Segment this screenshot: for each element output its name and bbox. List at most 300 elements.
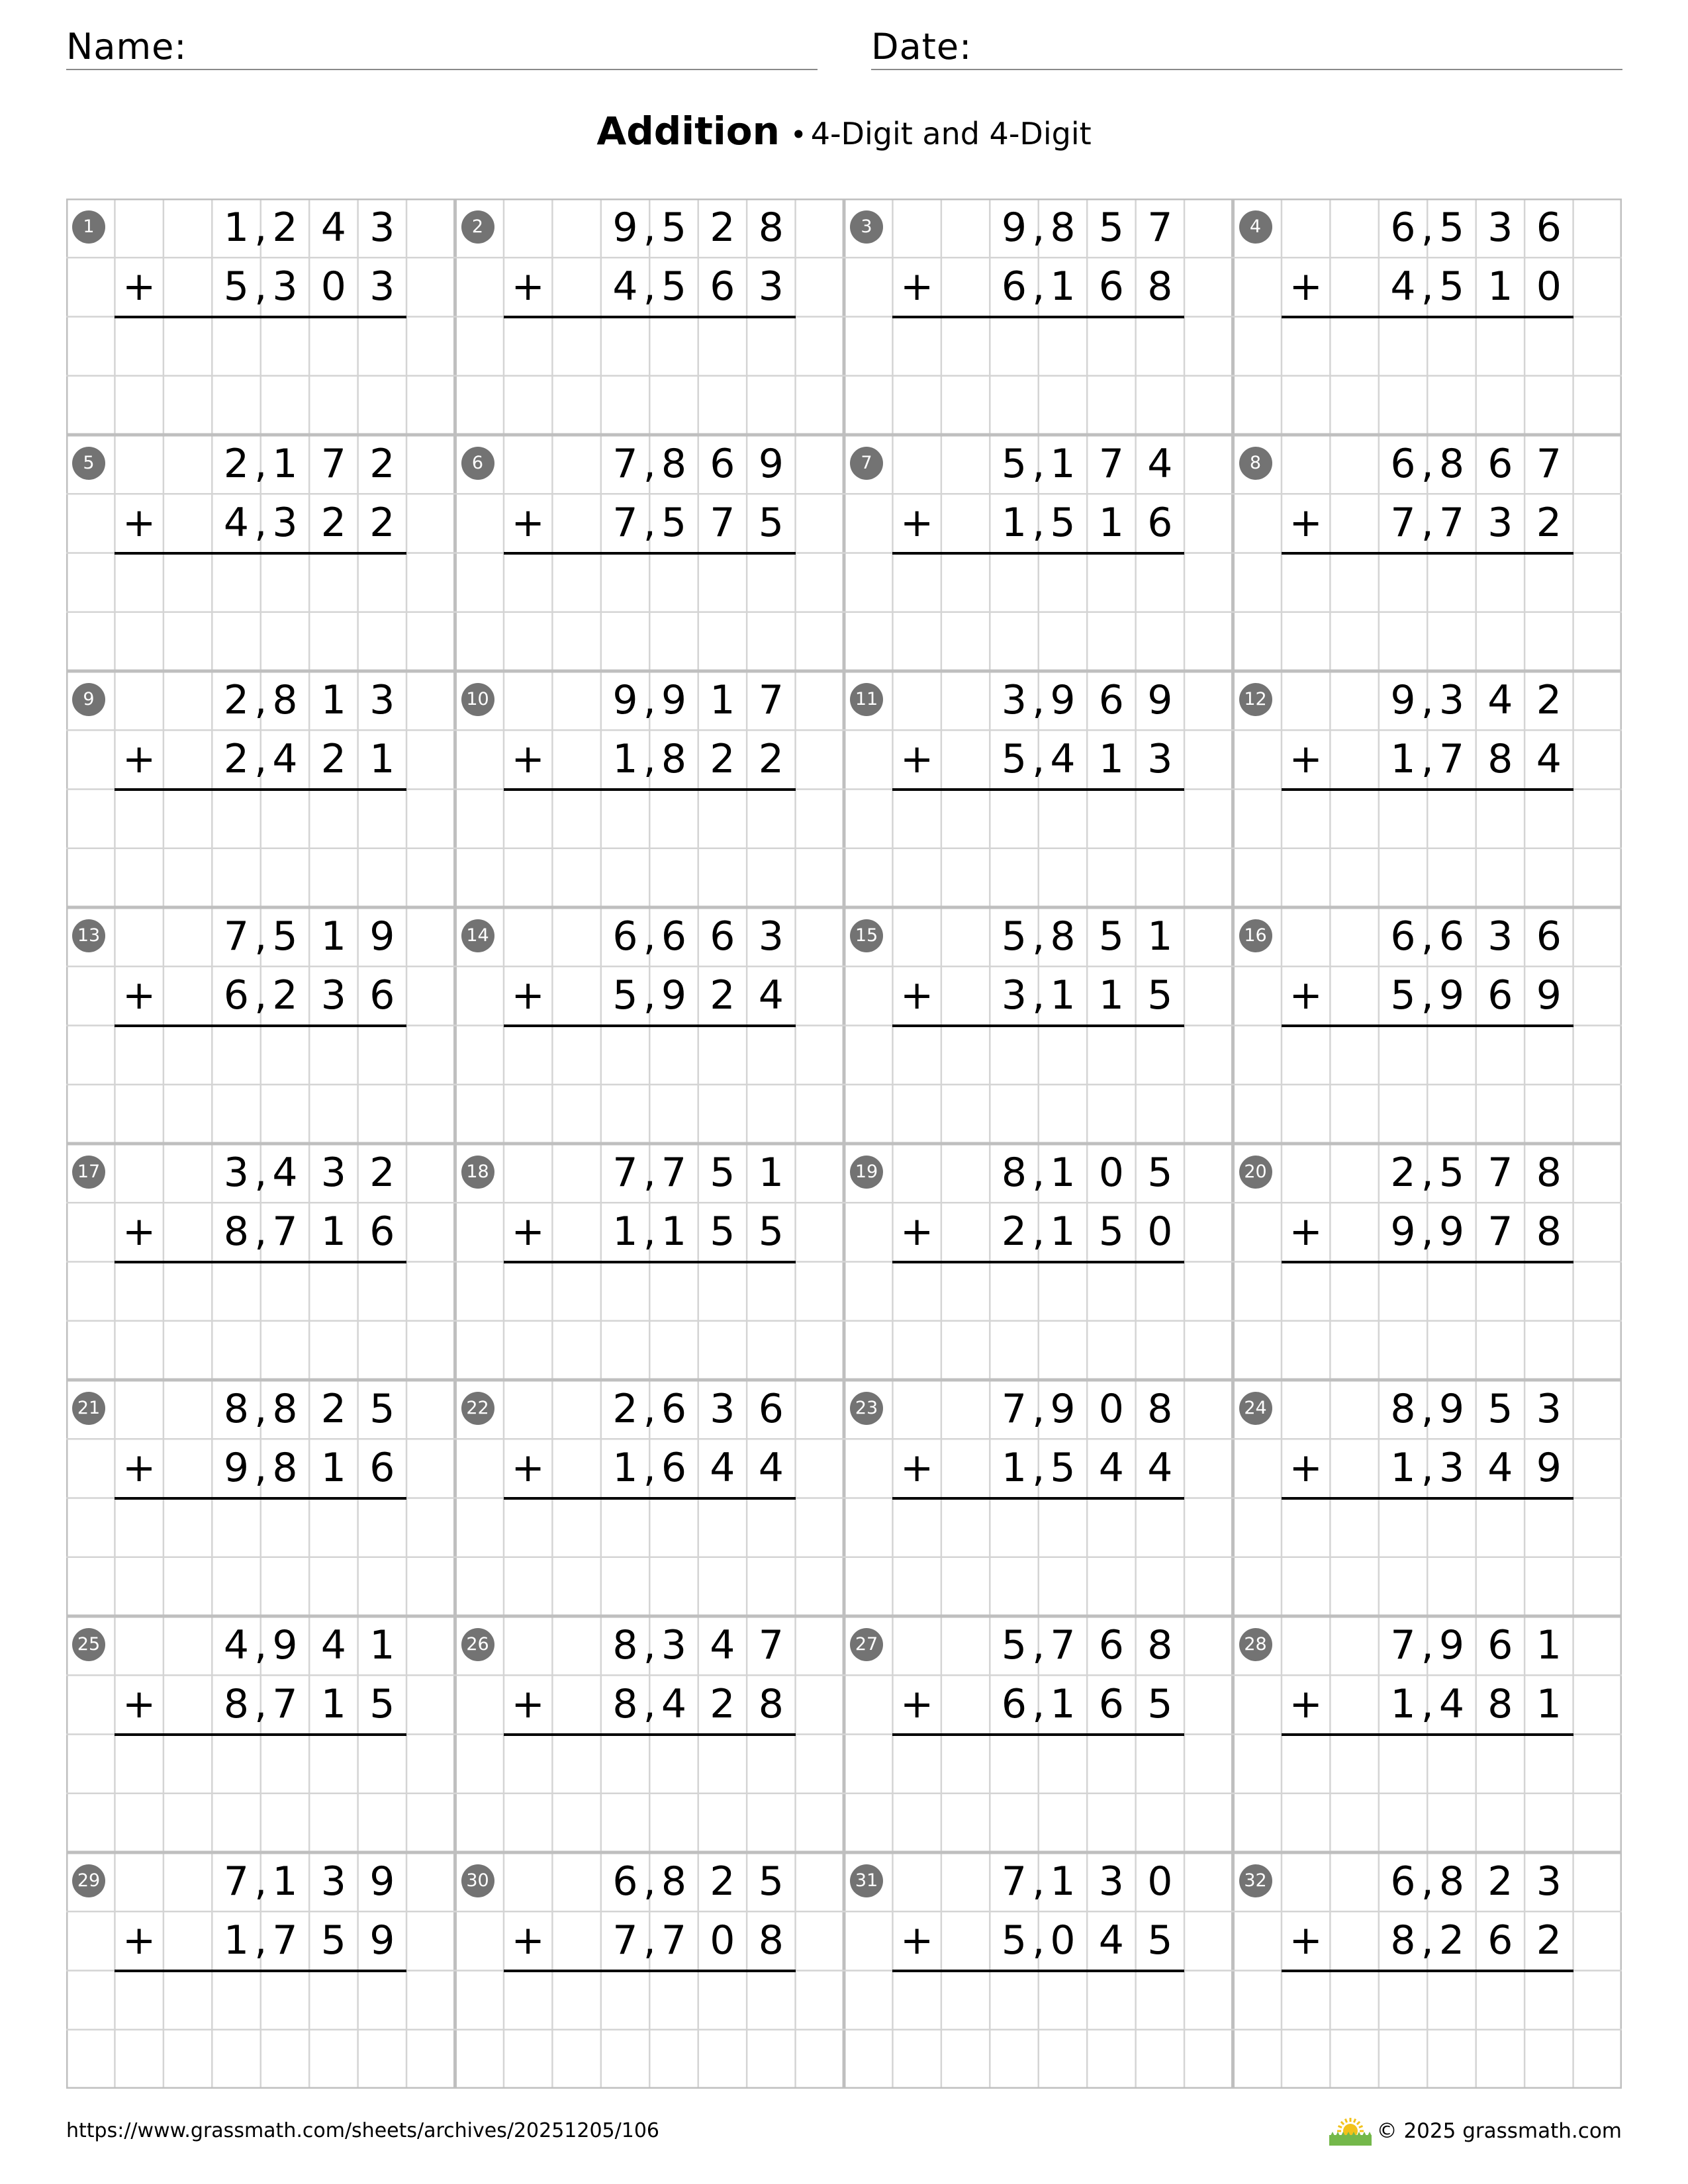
problem-number-badge: 25 [72, 1628, 105, 1661]
problem-17 [66, 1144, 455, 1380]
addend-bottom-digit: 6 [223, 972, 250, 1019]
addend-bottom-digit: 1 [1390, 736, 1416, 783]
name-line [66, 69, 818, 70]
addend-top-digit: 8 [1001, 1150, 1027, 1196]
addend-top-digit: 3 [1487, 913, 1513, 960]
problem-number-badge: 29 [72, 1864, 105, 1897]
addend-bottom-digit: 5 [710, 1208, 735, 1255]
addend-bottom-digit: 4 [1487, 1445, 1513, 1492]
thousands-separator: , [1032, 1917, 1045, 1964]
addend-top-digit: 9 [612, 205, 638, 251]
plus-sign: + [122, 1681, 156, 1728]
addend-top-digit: 1 [1147, 913, 1173, 960]
thousands-separator: , [254, 263, 267, 310]
addend-bottom-digit: 9 [1536, 972, 1562, 1019]
thousands-separator: , [254, 1208, 267, 1255]
answer-space[interactable] [115, 1262, 406, 1381]
addend-top-digit: 2 [223, 677, 250, 723]
addend-top-digit: 7 [223, 913, 250, 960]
addend-top-digit: 1 [758, 1150, 784, 1196]
name-field[interactable] [66, 24, 818, 70]
plus-sign: + [900, 736, 934, 783]
addend-bottom-digit: 5 [758, 1208, 784, 1255]
addend-top-digit: 5 [1001, 913, 1027, 960]
addend-top-digit: 6 [1390, 441, 1416, 487]
thousands-separator: , [643, 1681, 656, 1728]
addend-top-digit: 1 [369, 1622, 395, 1668]
answer-space[interactable] [504, 317, 796, 435]
addend-top-digit: 2 [1390, 1150, 1416, 1196]
addend-top-digit: 8 [1390, 1386, 1416, 1432]
answer-space[interactable] [1282, 1262, 1573, 1381]
thousands-separator: , [643, 1858, 656, 1905]
addend-top-digit: 7 [1536, 441, 1562, 487]
date-field[interactable] [871, 24, 1622, 70]
addend-top-digit: 6 [758, 1386, 784, 1432]
title-subtitle: 4-Digit and 4-Digit [810, 116, 1092, 152]
addend-top-digit: 5 [1438, 1150, 1465, 1196]
addend-top-digit: 6 [1390, 1858, 1416, 1905]
addend-top-digit: 7 [1147, 205, 1173, 251]
addend-bottom-digit: 0 [710, 1917, 735, 1964]
thousands-separator: , [643, 263, 656, 310]
answer-space[interactable] [115, 1971, 406, 2089]
answer-space[interactable] [504, 1735, 796, 1853]
thousands-separator: , [254, 441, 267, 487]
plus-sign: + [511, 972, 545, 1019]
problem-number-badge: 3 [850, 210, 883, 244]
addend-bottom-digit: 5 [1390, 972, 1416, 1019]
plus-sign: + [900, 1208, 934, 1255]
plus-sign: + [122, 972, 156, 1019]
thousands-separator: , [643, 1445, 656, 1492]
answer-space[interactable] [115, 553, 406, 672]
problem-26 [455, 1616, 845, 1852]
addend-top-digit: 8 [661, 441, 687, 487]
addend-bottom-digit: 4 [612, 263, 638, 310]
addend-bottom-digit: 2 [710, 972, 735, 1019]
answer-space[interactable] [892, 1262, 1184, 1381]
answer-space[interactable] [892, 1498, 1184, 1617]
addend-top-digit: 6 [1487, 1622, 1513, 1668]
addend-bottom-digit: 1 [1050, 1208, 1076, 1255]
answer-space[interactable] [504, 1262, 796, 1381]
addend-top-digit: 2 [612, 1386, 638, 1432]
problem-16 [1233, 907, 1622, 1144]
addend-bottom-digit: 4 [661, 1681, 687, 1728]
addend-top-digit: 0 [1098, 1386, 1124, 1432]
thousands-separator: , [254, 1386, 267, 1432]
addend-bottom-digit: 6 [1098, 1681, 1124, 1728]
addend-top-digit: 4 [320, 205, 346, 251]
addend-top-digit: 6 [1438, 913, 1465, 960]
plus-sign: + [900, 263, 934, 310]
problem-27 [844, 1616, 1233, 1852]
answer-space[interactable] [504, 1026, 796, 1144]
addend-top-digit: 6 [710, 913, 735, 960]
addend-bottom-digit: 1 [1390, 1681, 1416, 1728]
addend-bottom-digit: 1 [612, 736, 638, 783]
addend-top-digit: 9 [1390, 677, 1416, 723]
addend-bottom-digit: 2 [272, 972, 298, 1019]
answer-space[interactable] [504, 1971, 796, 2089]
thousands-separator: , [1032, 736, 1045, 783]
addend-top-digit: 2 [223, 441, 250, 487]
addend-top-digit: 1 [1050, 1858, 1076, 1905]
addend-bottom-digit: 5 [1098, 1208, 1124, 1255]
answer-space[interactable] [115, 790, 406, 908]
plus-sign: + [122, 736, 156, 783]
addend-bottom-digit: 9 [1438, 972, 1465, 1019]
addend-top-digit: 4 [1147, 441, 1173, 487]
addend-top-digit: 3 [320, 1150, 346, 1196]
addend-top-digit: 9 [369, 913, 395, 960]
date-label: Date: [871, 26, 972, 68]
addend-bottom-digit: 9 [1438, 1208, 1465, 1255]
problem-grid [66, 199, 1622, 2089]
addend-bottom-digit: 4 [1098, 1917, 1124, 1964]
answer-space[interactable] [115, 1498, 406, 1617]
addend-top-digit: 7 [661, 1150, 687, 1196]
grass-blade [1336, 2132, 1340, 2136]
problem-32 [1233, 1852, 1622, 2089]
problem-number-badge: 31 [850, 1864, 883, 1897]
problem-14 [455, 907, 845, 1144]
addend-bottom-digit: 1 [661, 1208, 687, 1255]
problem-number-badge: 1 [72, 210, 105, 244]
addend-bottom-digit: 2 [1536, 1917, 1562, 1964]
problem-number-badge: 21 [72, 1392, 105, 1425]
answer-space[interactable] [504, 553, 796, 672]
addend-bottom-digit: 2 [320, 500, 346, 547]
thousands-separator: , [254, 1622, 267, 1668]
problem-number-badge: 2 [461, 210, 494, 244]
addend-bottom-digit: 2 [710, 1681, 735, 1728]
answer-space[interactable] [1282, 1735, 1573, 1853]
plus-sign: + [1289, 1445, 1323, 1492]
thousands-separator: , [643, 441, 656, 487]
thousands-separator: , [1032, 1150, 1045, 1196]
addend-top-digit: 3 [1536, 1858, 1562, 1905]
thousands-separator: , [1421, 1445, 1434, 1492]
answer-space[interactable] [892, 790, 1184, 908]
addend-top-digit: 5 [1001, 441, 1027, 487]
thousands-separator: , [1032, 1622, 1045, 1668]
plus-sign: + [511, 736, 545, 783]
addend-bottom-digit: 8 [661, 736, 687, 783]
addend-bottom-digit: 6 [1487, 972, 1513, 1019]
addend-top-digit: 6 [612, 1858, 638, 1905]
addend-bottom-digit: 0 [1050, 1917, 1076, 1964]
answer-space[interactable] [115, 1026, 406, 1144]
addend-top-digit: 8 [758, 205, 784, 251]
addend-bottom-digit: 5 [1050, 500, 1076, 547]
plus-sign: + [122, 500, 156, 547]
problem-8 [1233, 435, 1622, 671]
addend-top-digit: 9 [612, 677, 638, 723]
addend-bottom-digit: 2 [1438, 1917, 1465, 1964]
addend-bottom-digit: 1 [320, 1208, 346, 1255]
problem-number-badge: 23 [850, 1392, 883, 1425]
addend-top-digit: 6 [612, 913, 638, 960]
thousands-separator: , [254, 972, 267, 1019]
addend-top-digit: 7 [1098, 441, 1124, 487]
answer-space[interactable] [892, 1735, 1184, 1853]
addend-bottom-digit: 8 [1487, 1681, 1513, 1728]
addend-bottom-digit: 3 [1487, 500, 1513, 547]
problem-2 [455, 199, 845, 435]
thousands-separator: , [1032, 1445, 1045, 1492]
plus-sign: + [511, 1445, 545, 1492]
problem-10 [455, 671, 845, 907]
addend-bottom-digit: 4 [272, 736, 298, 783]
plus-sign: + [122, 1917, 156, 1964]
thousands-separator: , [643, 1208, 656, 1255]
addend-bottom-digit: 6 [1147, 500, 1173, 547]
answer-space[interactable] [1282, 553, 1573, 672]
addend-bottom-digit: 4 [1050, 736, 1076, 783]
addend-bottom-digit: 0 [320, 263, 346, 310]
addend-top-digit: 3 [1536, 1386, 1562, 1432]
addend-bottom-digit: 1 [1390, 1445, 1416, 1492]
problem-5 [66, 435, 455, 671]
addend-bottom-digit: 7 [1487, 1208, 1513, 1255]
addend-bottom-digit: 5 [1147, 972, 1173, 1019]
addend-top-digit: 8 [1438, 1858, 1465, 1905]
problem-number-badge: 12 [1239, 683, 1272, 716]
addend-bottom-digit: 1 [369, 736, 395, 783]
addend-top-digit: 5 [710, 1150, 735, 1196]
answer-space[interactable] [1282, 790, 1573, 908]
addend-top-digit: 5 [661, 205, 687, 251]
addend-bottom-digit: 3 [758, 263, 784, 310]
addend-bottom-digit: 1 [223, 1917, 250, 1964]
problem-1 [66, 199, 455, 435]
thousands-separator: , [643, 1917, 656, 1964]
addend-top-digit: 8 [1147, 1622, 1173, 1668]
plus-sign: + [1289, 972, 1323, 1019]
problem-24 [1233, 1380, 1622, 1616]
addend-top-digit: 6 [1536, 913, 1562, 960]
addend-bottom-digit: 5 [1001, 1917, 1027, 1964]
addend-top-digit: 7 [223, 1858, 250, 1905]
addend-bottom-digit: 7 [272, 1917, 298, 1964]
problem-number-badge: 5 [72, 447, 105, 480]
thousands-separator: , [1421, 736, 1434, 783]
addend-top-digit: 5 [1438, 205, 1465, 251]
problem-15 [844, 907, 1233, 1144]
thousands-separator: , [1032, 913, 1045, 960]
addend-top-digit: 3 [661, 1622, 687, 1668]
thousands-separator: , [643, 677, 656, 723]
addend-top-digit: 3 [369, 677, 395, 723]
addend-top-digit: 2 [272, 205, 298, 251]
answer-space[interactable] [504, 1498, 796, 1617]
problem-29 [66, 1852, 455, 2089]
problem-31 [844, 1852, 1233, 2089]
addend-top-digit: 2 [369, 1150, 395, 1196]
plus-sign: + [511, 1917, 545, 1964]
addend-bottom-digit: 9 [369, 1917, 395, 1964]
problem-22 [455, 1380, 845, 1616]
answer-space[interactable] [892, 1026, 1184, 1144]
thousands-separator: , [1032, 441, 1045, 487]
addend-bottom-digit: 5 [1001, 736, 1027, 783]
addend-top-digit: 7 [1487, 1150, 1513, 1196]
addend-bottom-digit: 3 [272, 263, 298, 310]
problem-number-badge: 8 [1239, 447, 1272, 480]
thousands-separator: , [643, 500, 656, 547]
footer-copyright: © 2025 grassmath.com [1376, 2119, 1622, 2143]
answer-space[interactable] [892, 1971, 1184, 2089]
thousands-separator: , [1032, 1208, 1045, 1255]
addend-bottom-digit: 6 [1098, 263, 1124, 310]
addend-top-digit: 6 [1098, 1622, 1124, 1668]
addend-bottom-digit: 6 [369, 972, 395, 1019]
addend-bottom-digit: 9 [1390, 1208, 1416, 1255]
problem-4 [1233, 199, 1622, 435]
problem-number-badge: 4 [1239, 210, 1272, 244]
sun-ray [1359, 2126, 1363, 2127]
problem-number-badge: 17 [72, 1156, 105, 1189]
addend-bottom-digit: 5 [369, 1681, 395, 1728]
addend-top-digit: 6 [1487, 441, 1513, 487]
problem-20 [1233, 1144, 1622, 1380]
addend-bottom-digit: 1 [1001, 500, 1027, 547]
addend-bottom-digit: 8 [1487, 736, 1513, 783]
addend-top-digit: 2 [710, 1858, 735, 1905]
thousands-separator: , [254, 1681, 267, 1728]
addend-top-digit: 6 [1536, 205, 1562, 251]
thousands-separator: , [1421, 677, 1434, 723]
addend-top-digit: 9 [1050, 1386, 1076, 1432]
answer-space[interactable] [1282, 1971, 1573, 2089]
addend-bottom-digit: 9 [1536, 1445, 1562, 1492]
plus-sign: + [511, 500, 545, 547]
addend-bottom-digit: 1 [320, 1681, 346, 1728]
addend-bottom-digit: 7 [612, 1917, 638, 1964]
addend-bottom-digit: 1 [1050, 263, 1076, 310]
plus-sign: + [900, 1917, 934, 1964]
addend-top-digit: 6 [1390, 913, 1416, 960]
addend-bottom-digit: 8 [758, 1917, 784, 1964]
thousands-separator: , [643, 736, 656, 783]
answer-space[interactable] [892, 553, 1184, 672]
addend-top-digit: 4 [320, 1622, 346, 1668]
addend-top-digit: 8 [1536, 1150, 1562, 1196]
addend-top-digit: 8 [661, 1858, 687, 1905]
addend-bottom-digit: 3 [1438, 1445, 1465, 1492]
addend-bottom-digit: 4 [1438, 1681, 1465, 1728]
addend-bottom-digit: 5 [661, 500, 687, 547]
addend-bottom-digit: 1 [612, 1208, 638, 1255]
addend-top-digit: 7 [612, 441, 638, 487]
addend-bottom-digit: 1 [1487, 263, 1513, 310]
thousands-separator: , [254, 1150, 267, 1196]
plus-sign: + [511, 1208, 545, 1255]
addend-top-digit: 9 [661, 677, 687, 723]
answer-space[interactable] [115, 1735, 406, 1853]
addend-top-digit: 4 [223, 1622, 250, 1668]
problem-11 [844, 671, 1233, 907]
answer-space[interactable] [115, 317, 406, 435]
addend-top-digit: 5 [1001, 1622, 1027, 1668]
addend-bottom-digit: 2 [710, 736, 735, 783]
problem-number-badge: 20 [1239, 1156, 1272, 1189]
addend-bottom-digit: 4 [710, 1445, 735, 1492]
thousands-separator: , [254, 1917, 267, 1964]
thousands-separator: , [1421, 1681, 1434, 1728]
addend-top-digit: 7 [758, 677, 784, 723]
thousands-separator: , [254, 1858, 267, 1905]
addend-bottom-digit: 6 [1001, 263, 1027, 310]
addend-bottom-digit: 4 [1536, 736, 1562, 783]
problem-21 [66, 1380, 455, 1616]
problem-18 [455, 1144, 845, 1380]
addend-bottom-digit: 6 [661, 1445, 687, 1492]
addend-bottom-digit: 4 [1390, 263, 1416, 310]
plus-sign: + [1289, 1917, 1323, 1964]
plus-sign: + [511, 1681, 545, 1728]
plus-sign: + [1289, 1208, 1323, 1255]
problem-23 [844, 1380, 1233, 1616]
addend-bottom-digit: 5 [758, 500, 784, 547]
addend-bottom-digit: 8 [1390, 1917, 1416, 1964]
thousands-separator: , [643, 1622, 656, 1668]
thousands-separator: , [1032, 1681, 1045, 1728]
addend-bottom-digit: 7 [612, 500, 638, 547]
plus-sign: + [122, 263, 156, 310]
thousands-separator: , [1421, 1150, 1434, 1196]
addend-top-digit: 9 [272, 1622, 298, 1668]
grass-blade [1362, 2132, 1366, 2136]
addend-top-digit: 2 [320, 1386, 346, 1432]
plus-sign: + [1289, 500, 1323, 547]
answer-space[interactable] [1282, 1026, 1573, 1144]
addend-top-digit: 2 [1487, 1858, 1513, 1905]
addend-top-digit: 3 [1438, 677, 1465, 723]
plus-sign: + [900, 1445, 934, 1492]
answer-space[interactable] [504, 790, 796, 908]
addend-top-digit: 0 [1147, 1858, 1173, 1905]
addend-bottom-digit: 5 [223, 263, 250, 310]
worksheet-title [0, 105, 1688, 161]
sun-over-grass-icon [1327, 2115, 1374, 2147]
addend-bottom-digit: 5 [1438, 263, 1465, 310]
addend-top-digit: 8 [1050, 205, 1076, 251]
addend-bottom-digit: 2 [1536, 500, 1562, 547]
problem-number-badge: 32 [1239, 1864, 1272, 1897]
addend-bottom-digit: 3 [272, 500, 298, 547]
addend-bottom-digit: 1 [1050, 1681, 1076, 1728]
addend-bottom-digit: 8 [1147, 263, 1173, 310]
sun-ray [1345, 2119, 1346, 2123]
addend-bottom-digit: 0 [1147, 1208, 1173, 1255]
answer-space[interactable] [1282, 1498, 1573, 1617]
problem-number-badge: 6 [461, 447, 494, 480]
addend-top-digit: 3 [369, 205, 395, 251]
problem-number-badge: 10 [461, 683, 494, 716]
addend-bottom-digit: 3 [1001, 972, 1027, 1019]
addend-bottom-digit: 7 [661, 1917, 687, 1964]
addend-bottom-digit: 8 [223, 1208, 250, 1255]
answer-space[interactable] [1282, 317, 1573, 435]
answer-space[interactable] [892, 317, 1184, 435]
thousands-separator: , [254, 736, 267, 783]
thousands-separator: , [1421, 1386, 1434, 1432]
addend-top-digit: 5 [1098, 913, 1124, 960]
addend-bottom-digit: 7 [1438, 736, 1465, 783]
